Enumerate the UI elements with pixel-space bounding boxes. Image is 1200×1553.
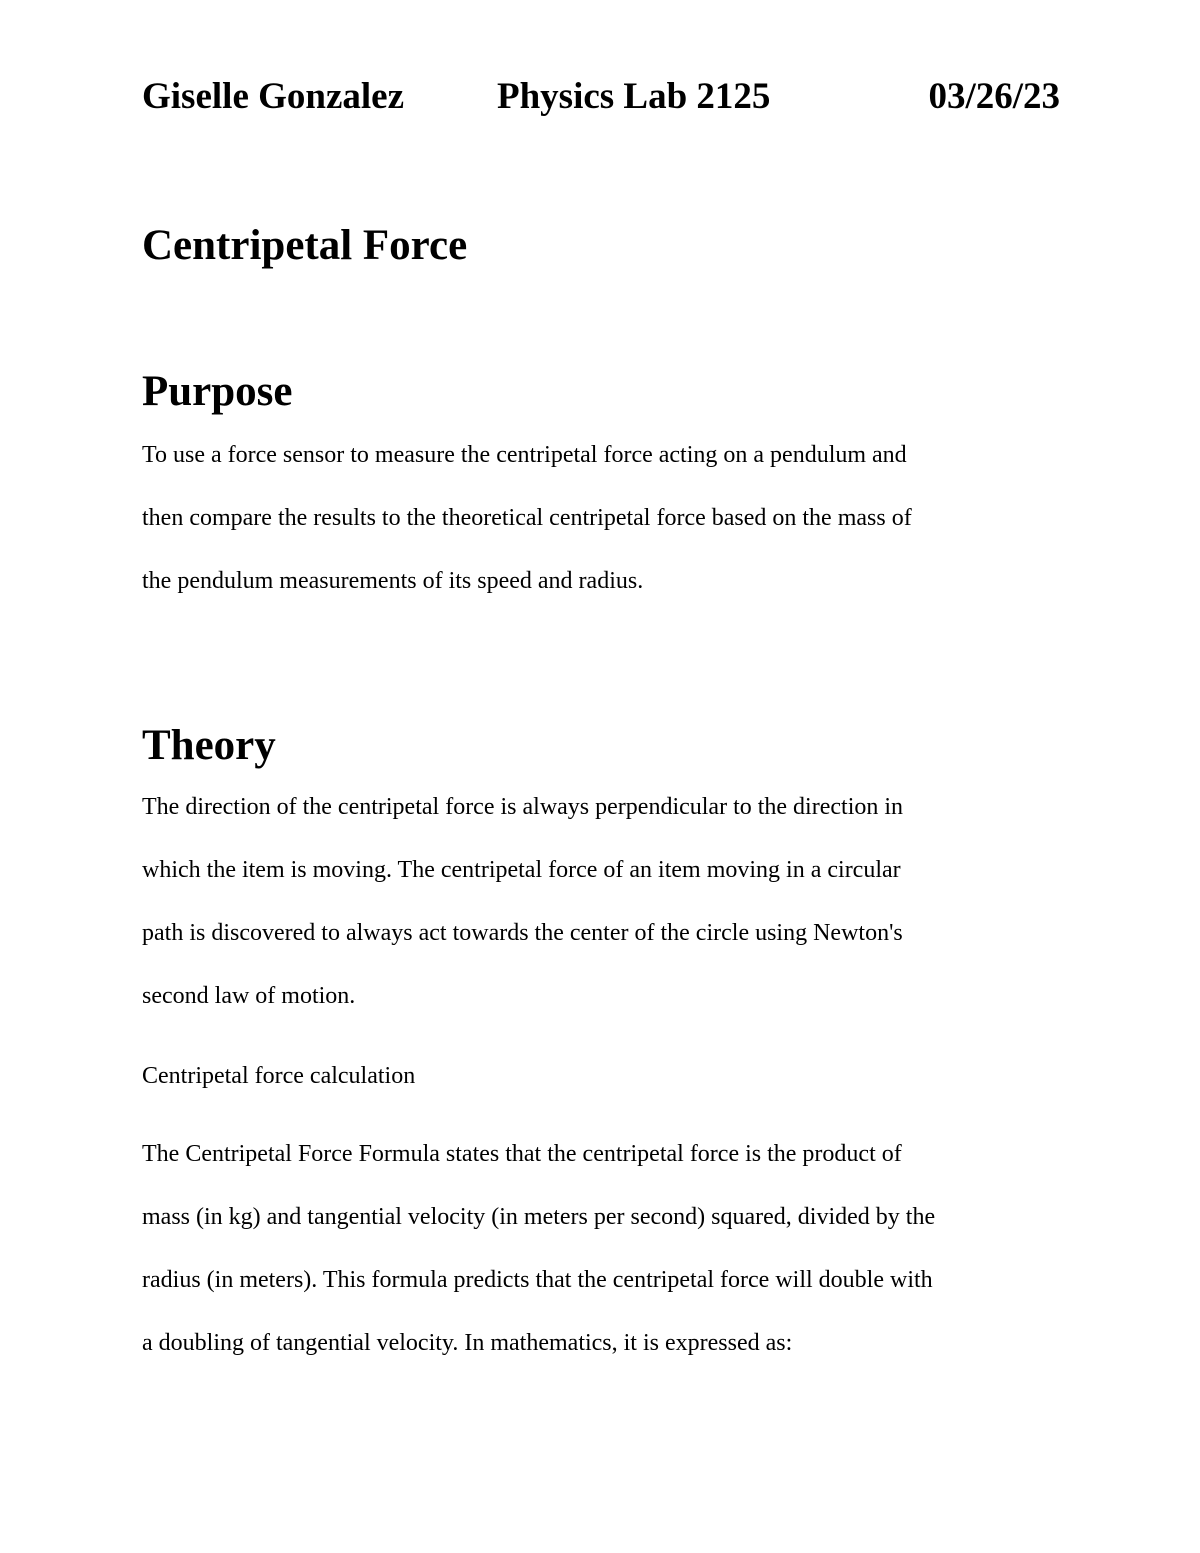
purpose-line: To use a force sensor to measure the centripetal force acting on a pendulum and bbox=[142, 442, 907, 468]
calculation-subheading: Centripetal force calculation bbox=[142, 1063, 416, 1089]
purpose-line: the pendulum measurements of its speed and radius. bbox=[142, 568, 644, 594]
formula-paragraph bbox=[142, 1123, 1062, 1375]
purpose-heading: Purpose bbox=[142, 368, 293, 415]
theory-line: which the item is moving. The centripetal force of an item moving in a circular bbox=[142, 857, 901, 883]
purpose-line: then compare the results to the theoretical centripetal force based on the mass of bbox=[142, 505, 912, 531]
theory-heading: Theory bbox=[142, 722, 276, 769]
theory-paragraph bbox=[142, 776, 1062, 1028]
student-name: Giselle Gonzalez bbox=[142, 76, 405, 117]
theory-line: The direction of the centripetal force is always perpendicular to the direction in bbox=[142, 794, 904, 820]
course-name: Physics Lab 2125 bbox=[497, 76, 771, 117]
document-title: Centripetal Force bbox=[142, 222, 468, 269]
report-date: 03/26/23 bbox=[928, 76, 1060, 117]
formula-line: The Centripetal Force Formula states that the centripetal force is the product of bbox=[142, 1141, 902, 1167]
theory-line: path is discovered to always act towards the center of the circle using Newton's bbox=[142, 920, 903, 946]
formula-line: radius (in meters). This formula predicts that the centripetal force will double with bbox=[142, 1267, 933, 1293]
formula-line: a doubling of tangential velocity. In mathematics, it is expressed as: bbox=[142, 1330, 793, 1356]
theory-line: second law of motion. bbox=[142, 983, 356, 1009]
purpose-paragraph bbox=[142, 424, 1062, 613]
document-header bbox=[142, 72, 1060, 122]
formula-line: mass (in kg) and tangential velocity (in meters per second) squared, divided by the bbox=[142, 1204, 936, 1230]
